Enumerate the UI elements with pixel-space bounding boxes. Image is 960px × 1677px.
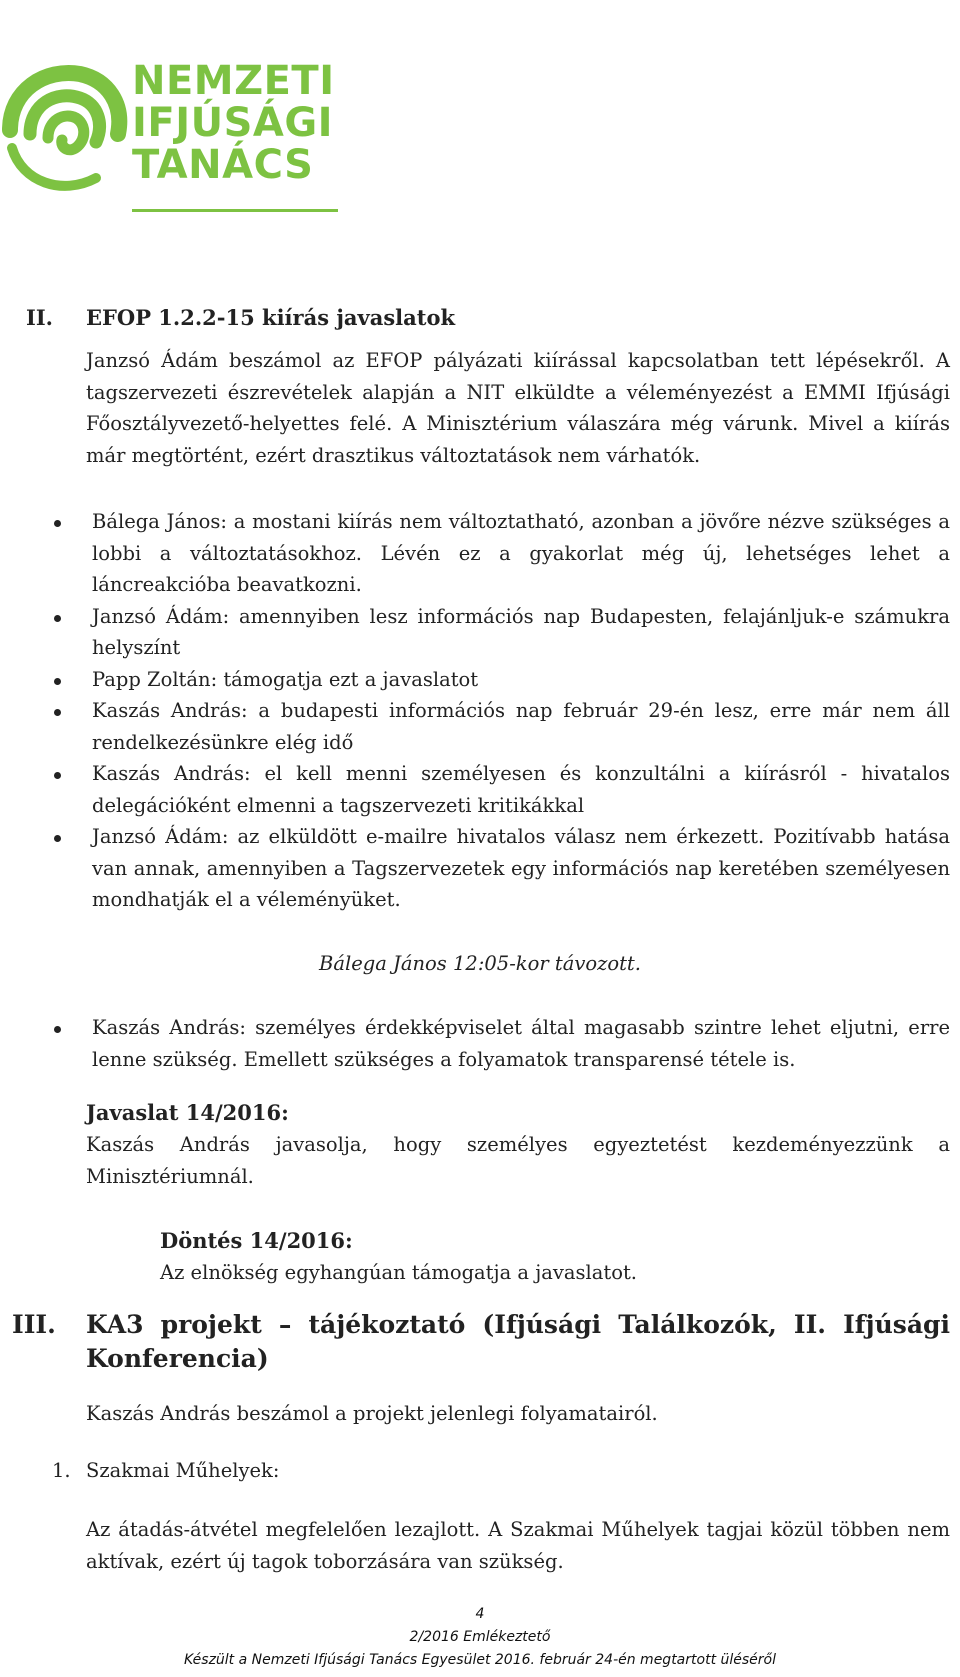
section-3-numeral: III.	[12, 1310, 56, 1339]
bullet-icon	[54, 1026, 61, 1033]
list-item	[52, 601, 950, 664]
proposal-text: Kaszás András javasolja, hogy személyes egyeztetést kezdeményezzünk a Minisztériumnál.	[86, 1133, 950, 1188]
bullet-text: Bálega János: a mostani kiírás nem változtatható, azonban a jövőre nézve szükséges a lobbi a változtatásokhoz. Lévén ez a gyakorlat még új, lehetséges lehet a láncreakcióba beavatkozni.	[92, 510, 950, 596]
bullet-text: Kaszás András: el kell menni személyesen és konzultálni a kiírásról - hivatalos delegációként elmenni a tagszervezeti kritikákkal	[92, 762, 950, 817]
nit-logo	[0, 36, 335, 236]
bullet-icon	[54, 835, 61, 842]
section-2-bullet-list	[52, 506, 950, 916]
spiral-logo-icon	[0, 60, 128, 200]
bullet-icon	[54, 520, 61, 527]
section-2-title: EFOP 1.2.2-15 kiírás javaslatok	[86, 305, 456, 330]
item-number: 1.	[52, 1459, 71, 1482]
bullet-text: Kaszás András: személyes érdekképviselet által magasabb szintre lehet eljutni, erre lenne szükség. Emellett szükséges a folyamatok transparensé tétele is.	[92, 1016, 950, 1071]
bullet-icon	[54, 772, 61, 779]
list-item	[52, 1012, 950, 1075]
logo-underline	[132, 209, 338, 212]
list-item	[52, 758, 950, 821]
section-2-intro: Janzsó Ádám beszámol az EFOP pályázati kiírással kapcsolatban tett lépésekről. A tagszervezeti észrevételek alapján a NIT elküldte a véleményezést a EMMI Ifjúsági Főosztályvezető-helyettes felé. A Minisztérium válaszára még várunk. Mivel a kiírás már megtörtént, ezért drasztikus változtatások nem várhatók.	[86, 349, 950, 467]
footer-made-by: Készült a Nemzeti Ifjúsági Tanács Egyesület 2016. február 24-én megtartott üléséről	[183, 1652, 776, 1668]
item-text: Az átadás-átvétel megfelelően lezajlott. A Szakmai Műhelyek tagjai közül többen nem aktívak, ezért új tagok toborzására van szükség.	[86, 1518, 950, 1573]
logo-line-1: NEMZETI	[132, 58, 335, 104]
departure-note: Bálega János 12:05-kor távozott.	[319, 952, 641, 975]
decision-text: Az elnökség egyhangúan támogatja a javaslatot.	[160, 1261, 638, 1284]
proposal-title: Javaslat 14/2016:	[86, 1100, 289, 1125]
bullet-icon	[54, 615, 61, 622]
footer-doc-title: 2/2016 Emlékeztető	[409, 1629, 551, 1645]
bullet-text: Janzsó Ádám: amennyiben lesz információs nap Budapesten, felajánljuk-e számukra helyszínt	[92, 604, 950, 659]
decision-title: Döntés 14/2016:	[160, 1228, 353, 1253]
bullet-text: Janzsó Ádám: az elküldött e-mailre hivatalos válasz nem érkezett. Pozitívabb hatása van annak, amennyiben a Tagszervezetek egy információs nap keretében személyesen mondhatják el a véleményüket.	[92, 825, 950, 911]
item-title: Szakmai Műhelyek:	[86, 1459, 280, 1482]
page-number: 4	[475, 1606, 485, 1622]
list-item	[52, 695, 950, 758]
logo-line-3: TANÁCS	[132, 142, 314, 188]
bullet-icon	[54, 709, 61, 716]
list-item	[52, 506, 950, 601]
list-item	[52, 664, 950, 696]
logo-line-2: IFJÚSÁGI	[132, 100, 334, 146]
logo-wordmark	[132, 60, 335, 186]
bullet-icon	[54, 678, 61, 685]
list-item	[52, 821, 950, 916]
bullet-text: Papp Zoltán: támogatja ezt a javaslatot	[92, 667, 479, 691]
bullet-text: Kaszás András: a budapesti információs nap február 29-én lesz, erre már nem áll rendelkezésünkre elég idő	[92, 699, 950, 754]
section-2-numeral: II.	[26, 305, 53, 330]
section-3-intro: Kaszás András beszámol a projekt jelenlegi folyamatairól.	[86, 1402, 658, 1425]
section-3-title: KA3 projekt – tájékoztató (Ifjúsági Találkozók, II. Ifjúsági Konferencia)	[86, 1310, 950, 1373]
